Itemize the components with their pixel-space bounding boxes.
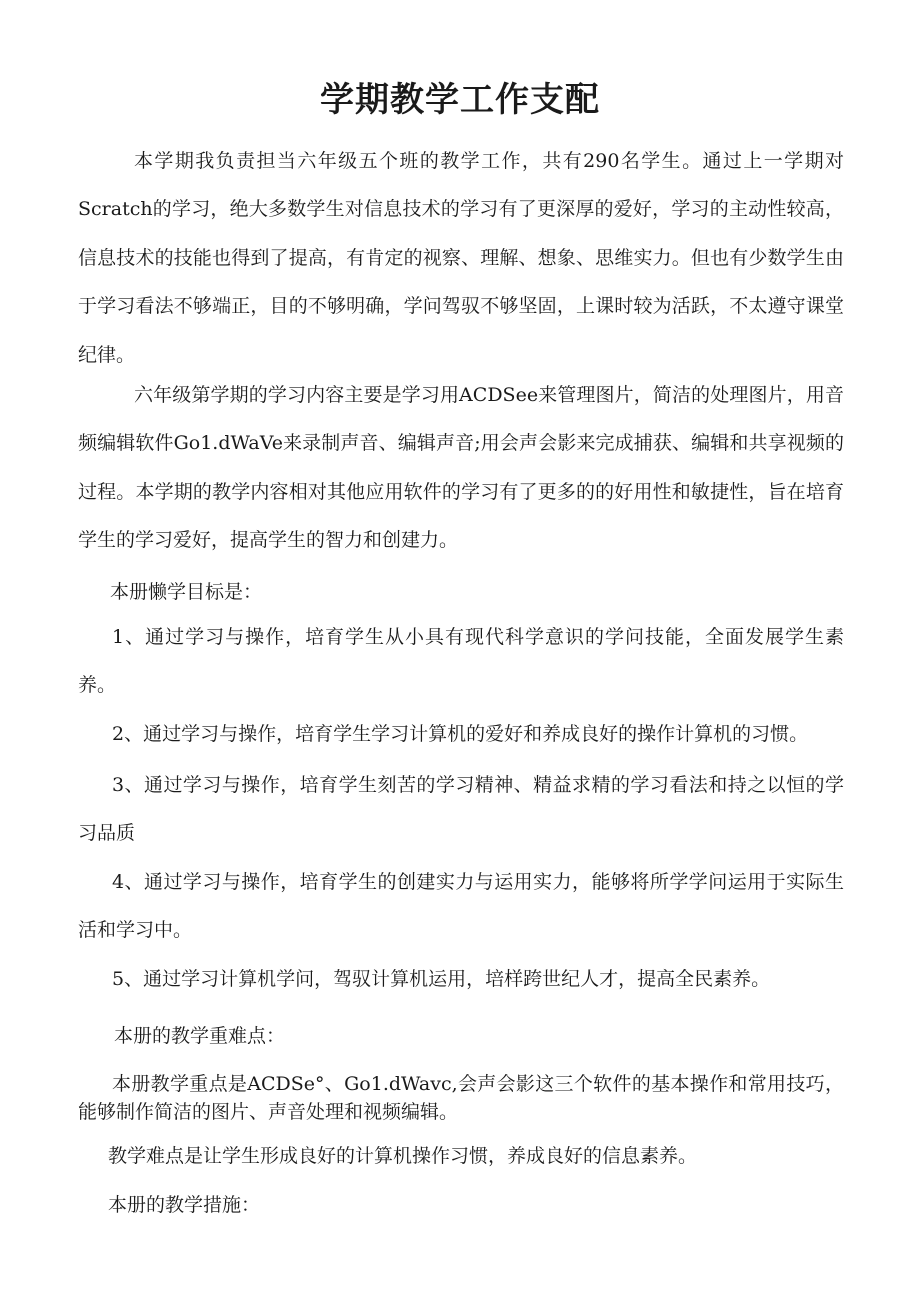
measures-heading: 本册的教学措施： [108,1194,261,1216]
intro-paragraph-2: 六年级第学期的学习内容主要是学习用ACDSee来管理图片，简洁的处理图片，用音频编辑软件Go1.dWaVe来录制声音、编辑声音;用会声会影来完成捕获、编辑和共享视频的过程。本学期的教学内容相对其他应用软件的学习有了更多的的好用性和敏捷性，旨在培育学生的学习爱好，提高学生的智力和创建力。 [78,384,844,552]
difficulty-paragraph: 教学难点是让学生形成良好的计算机操作习惯，养成良好的信息素养。 [108,1145,698,1167]
key-points-heading: 本册的教学重难点： [114,1025,286,1047]
goal-item-3: 3、通过学习与操作，培育学生刻苦的学习精神、精益求精的学习看法和持之以恒的学习品质 [78,774,844,845]
intro-paragraph-1: 本学期我负责担当六年级五个班的教学工作，共有290名学生。通过上一学期对Scratch的学习，绝大多数学生对信息技术的学习有了更深厚的爱好，学习的主动性较高，信息技术的技能也得到了提高，有肯定的视察、理解、想象、思维实力。但也有少数学生由于学习看法不够端正，目的不够明确，学问驾驭不够坚固，上课时较为活跃，不太遵守课堂纪律。 [78,150,844,366]
goal-item-5: 5、通过学习计算机学问，驾驭计算机运用，培样跨世纪人才，提高全民素养。 [112,968,771,990]
goal-item-4: 4、通过学习与操作，培育学生的创建实力与运用实力，能够将所学学问运用于实际生活和学习中。 [78,871,844,942]
goals-heading: 本册懒学目标是： [110,581,263,603]
goal-item-1: 1、通过学习与操作，培育学生从小具有现代科学意识的学问技能，全面发展学生素养。 [78,626,844,697]
document-title: 学期教学工作支配 [320,80,600,120]
key-points-paragraph: 本册教学重点是ACDSe°、Go1.dWavc,会声会影这三个软件的基本操作和常用技巧，能够制作简洁的图片、声音处理和视频编辑。 [78,1073,844,1123]
goal-item-2: 2、通过学习与操作，培育学生学习计算机的爱好和养成良好的操作计算机的习惯。 [112,723,809,745]
